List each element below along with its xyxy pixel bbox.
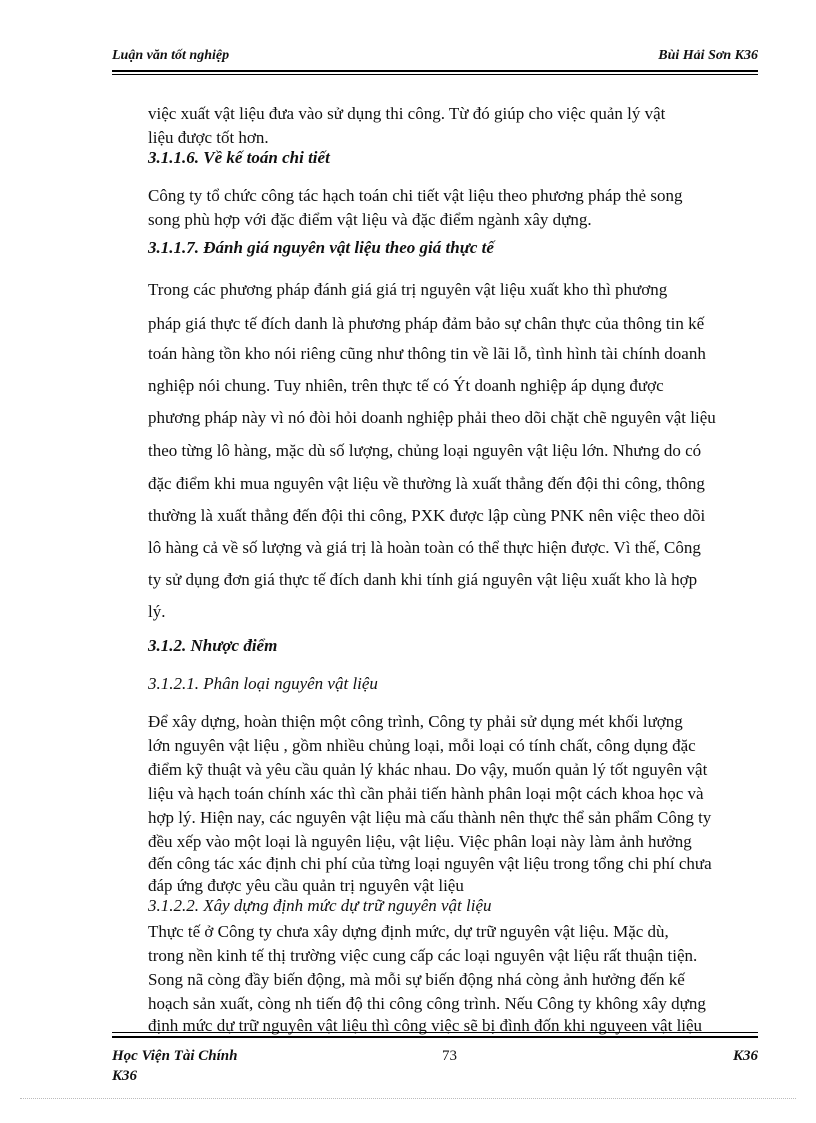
- section-heading: 3.1.1.7. Đánh giá nguyên vật liệu theo giá thực tế: [148, 238, 494, 257]
- paragraph-line: lý.: [148, 602, 166, 621]
- paragraph-line: phương pháp này vì nó đòi hỏi doanh nghiệp phải theo dõi chặt chẽ nguyên vật liệu: [148, 408, 716, 427]
- paragraph-line: đều xếp vào một loại là nguyên liệu, vật liệu. Việc phân loại này làm ảnh hưởng: [148, 832, 692, 851]
- header-right: Bùi Hải Sơn K36: [658, 48, 758, 63]
- page-number: 73: [442, 1048, 457, 1064]
- paragraph-line: liệu được tốt hơn.: [148, 128, 269, 147]
- paragraph-line: thường là xuất thẳng đến đội thi công, PXK được lập cùng PNK nên việc theo dõi: [148, 506, 706, 525]
- paragraph-line: lô hàng cả về số lượng và giá trị là hoàn toàn có thể thực hiện được. Vì thế, Công: [148, 538, 701, 557]
- paragraph-line: lớn nguyên vật liệu , gồm nhiều chủng loại, mỗi loại có tính chất, công dụng đặc: [148, 736, 696, 755]
- paragraph-line: đặc điểm khi mua nguyên vật liệu về thường là xuất thẳng đến đội thi công, thông: [148, 474, 705, 493]
- subsection-heading: 3.1.2.1. Phân loại nguyên vật liệu: [148, 674, 378, 693]
- paragraph-line: ty sử dụng đơn giá thực tế đích danh khi tính giá nguyên vật liệu xuất kho là hợp: [148, 570, 698, 589]
- footer-left: Học Viện Tài Chính: [112, 1048, 238, 1064]
- paragraph-line: toán hàng tồn kho nói riêng cũng như thông tin về lãi lỗ, tình hình tài chính doanh: [148, 344, 706, 363]
- paragraph-line: song phù hợp với đặc điểm vật liệu và đặc điểm ngành xây dựng.: [148, 210, 592, 229]
- paragraph-line: theo từng lô hàng, mặc dù số lượng, chủng loại nguyên vật liệu lớn. Nhưng do có: [148, 441, 702, 460]
- paragraph-line: hợp lý. Hiện nay, các nguyên vật liệu mà cấu thành nên thực thể sản phẩm Công ty: [148, 808, 712, 827]
- section-heading: 3.1.1.6. Về kế toán chi tiết: [148, 148, 330, 167]
- page-bottom-divider: [20, 1098, 796, 1099]
- paragraph-line: đáp ứng được yêu cầu quản trị nguyên vật liệu: [148, 876, 464, 895]
- paragraph-line: Để xây dựng, hoàn thiện một công trình, Công ty phải sử dụng mét khối lượng: [148, 712, 683, 731]
- paragraph-line: hoạch sản xuất, còng nh tiến độ thi công công trình. Nếu Công ty không xây dựng: [148, 994, 706, 1013]
- paragraph-line: định mức dự trữ nguyên vật liệu thì công việc sẽ bị đình đốn khi nguyeen vật liệu: [148, 1016, 703, 1035]
- footer-right: K36: [732, 1048, 758, 1064]
- paragraph-line: Trong các phương pháp đánh giá giá trị nguyên vật liệu xuất kho thì phương: [148, 280, 668, 299]
- paragraph-line: điểm kỹ thuật và yêu cầu quản lý khác nhau. Do vậy, muốn quản lý tốt nguyên vật: [148, 760, 708, 779]
- page-header: [112, 48, 758, 72]
- paragraph-line: Song nã còng đầy biến động, mà mỗi sự biến động nhá còng ảnh hưởng đến kế: [148, 970, 685, 989]
- paragraph-line: đến công tác xác định chi phí của từng loại nguyên vật liệu trong tổng chi phí chưa: [148, 854, 712, 873]
- header-left: Luận văn tốt nghiệp: [112, 48, 230, 63]
- paragraph-line: nghiệp nói chung. Tuy nhiên, trên thực tế có Ýt doanh nghiệp áp dụng được: [148, 376, 664, 395]
- section-heading: 3.1.2. Nhược điểm: [148, 636, 278, 655]
- subsection-heading: 3.1.2.2. Xây dựng định mức dự trữ nguyên vật liệu: [148, 896, 492, 915]
- paragraph-line: Công ty tổ chức công tác hạch toán chi tiết vật liệu theo phương pháp thẻ song: [148, 186, 683, 205]
- paragraph-line: pháp giá thực tế đích danh là phương pháp đảm bảo sự chân thực của thông tin kế: [148, 314, 705, 333]
- footer-left-2: K36: [112, 1068, 138, 1084]
- paragraph-line: Thực tế ở Công ty chưa xây dựng định mức, dự trữ nguyên vật liệu. Mặc dù,: [148, 922, 669, 941]
- paragraph-line: trong nền kinh tế thị trường việc cung cấp các loại nguyên vật liệu rất thuận tiện.: [148, 946, 698, 965]
- paragraph-line: liệu và hạch toán chính xác thì cần phải tiến hành phân loại một cách khoa học và: [148, 784, 704, 803]
- paragraph-line: việc xuất vật liệu đưa vào sử dụng thi công. Từ đó giúp cho việc quản lý vật: [148, 104, 666, 123]
- page-footer: [112, 1036, 758, 1084]
